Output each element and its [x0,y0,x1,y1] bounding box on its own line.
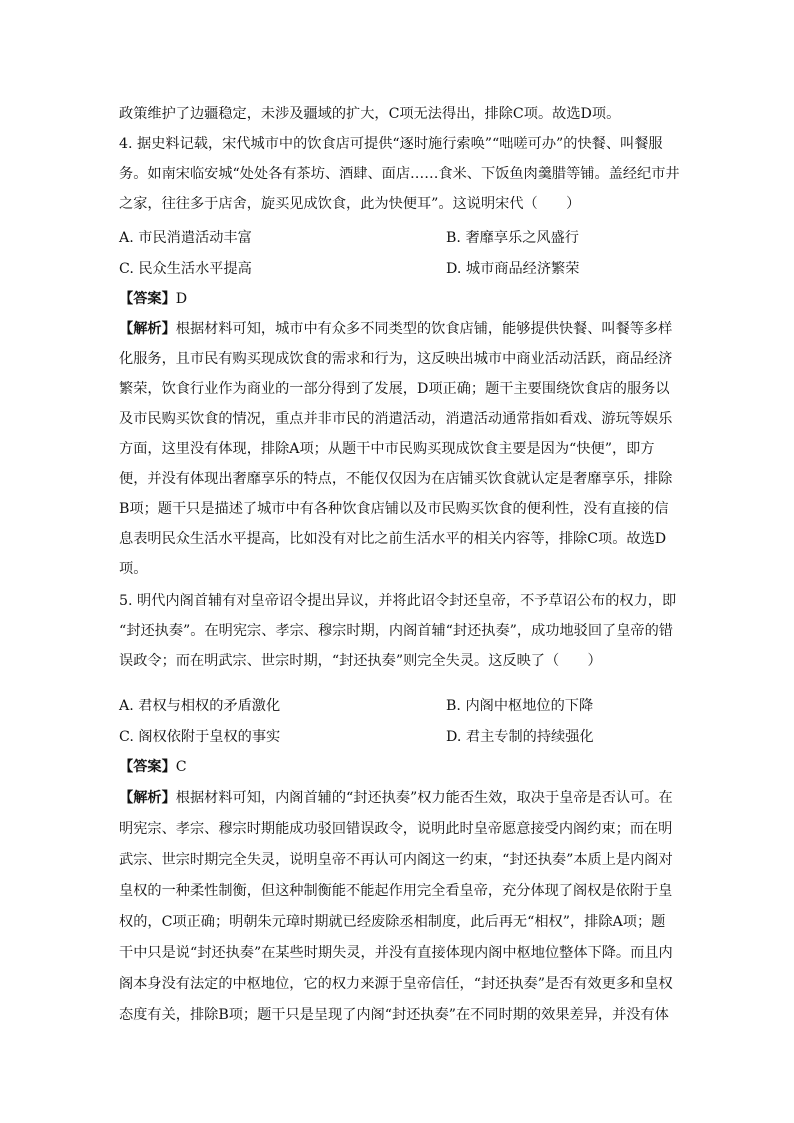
question-5-analysis-line: 态度有关，排除B项；题干只是呈现了内阁“封还执奏”在不同时期的效果差异，并没有体 [119,1007,669,1023]
question-4-analysis-line: B项；题干只是描述了城市中有各种饮食店铺以及市民购买饮食的便利性，没有直接的信 [119,501,669,517]
analysis-text: 根据材料可知，内阁首辅的“封还执奏”权力能否生效，取决于皇帝是否认可。在 [175,790,673,806]
question-4-analysis-line: 便，并没有体现出奢靡享乐的特点，不能仅仅因为在店铺买饮食就认定是奢靡享乐，排除 [119,471,673,487]
question-4-option-b: B. 奢靡享乐之风盛行 [446,230,579,246]
question-4-stem-line: 之家，往往多于店舍，旋买见成饮食，此为快便耳”。这说明宋代（ ） [119,196,581,212]
question-5-option-c: C. 阁权依附于皇权的事实 [119,729,281,745]
question-4-analysis-line: 方面，这里没有体现，排除A项；从题干中市民购买现成饮食主要是因为“快便”，即方 [119,441,655,457]
question-4-analysis-line: 项。 [119,561,148,577]
text-line: 政策维护了边疆稳定，未涉及疆域的扩大，C项无法得出，排除C项。故选D项。 [119,106,621,122]
analysis-tag: 【解析】 [119,321,176,337]
question-5-answer [119,757,187,777]
question-5-stem-line: 5. 明代内阁首辅有对皇帝诏令提出异议，并将此诏令封还皇帝，不予草诏公布的权力，即 [119,593,677,609]
question-4-option-a: A. 市民消遣活动丰富 [119,230,252,246]
question-4-analysis-line: 息表明民众生活水平提高，比如没有对比之前生活水平的相关内容等，排除C项。故选D [119,531,667,547]
question-4-stem-line: 4. 据史料记载，宋代城市中的饮食店可提供“逐时施行索唤”“咄嗟可办”的快餐、叫餐服 [119,136,663,152]
question-4-option-d: D. 城市商品经济繁荣 [446,261,580,277]
analysis-tag: 【解析】 [119,790,176,806]
question-5-option-a: A. 君权与相权的矛盾激化 [119,698,281,714]
question-5-analysis-line: 皇权的一种柔性制衡，但这种制衡能不能起作用完全看皇帝，充分体现了阁权是依附于皇 [119,883,673,899]
question-4-analysis-line: 繁荣，饮食行业作为商业的一部分得到了发展，D项正确；题干主要围绕饮食店的服务以 [119,381,670,397]
answer-tag: 【答案】 [119,291,176,307]
question-5-stem-line: “封还执奏”。在明宪宗、孝宗、穆宗时期，内阁首辅“封还执奏”，成功地驳回了皇帝的错 [119,623,673,639]
question-4-analysis-line [119,319,672,339]
question-4-answer [119,289,187,309]
question-5-analysis-line: 干中只是说“封还执奏”在某些时期失灵，并没有直接体现内阁中枢地位整体下降。而且内 [119,945,673,961]
question-4-option-c: C. 民众生活水平提高 [119,261,252,277]
question-5-analysis-line: 权的，C项正确；明朝朱元璋时期就已经废除丞相制度，此后再无“相权”，排除A项；题 [119,914,666,930]
question-4-analysis-line: 化服务，且市民有购买现成饮食的需求和行为，这反映出城市中商业活动活跃，商品经济 [119,351,673,367]
question-5-option-b: B. 内阁中枢地位的下降 [446,698,594,714]
answer-value: C [175,759,187,775]
answer-tag: 【答案】 [119,759,176,775]
question-5-analysis-line [119,788,673,808]
analysis-text: 根据材料可知，城市中有众多不同类型的饮食店铺，能够提供快餐、叫餐等多样 [175,321,673,337]
question-5-analysis-line: 阁本身没有法定的中枢地位，它的权力来源于皇帝信任，“封还执奏”是否有效更多和皇权 [119,976,673,992]
question-5-option-d: D. 君主专制的持续强化 [446,729,594,745]
question-5-analysis-line: 明宪宗、孝宗、穆宗时期能成功驳回错误政令，说明此时皇帝愿意接受内阁约束；而在明 [119,821,673,837]
answer-value: D [175,291,188,307]
question-5-stem-line: 误政令；而在明武宗、世宗时期，“封还执奏”则完全失灵。这反映了（ ） [119,653,602,669]
question-5-analysis-line: 武宗、世宗时期完全失灵，说明皇帝不再认可内阁这一约束，“封还执奏”本质上是内阁对 [119,852,673,868]
question-4-analysis-line: 及市民购买饮食的情况，重点并非市民的消遣活动，消遣活动通常指如看戏、游玩等娱乐 [119,411,673,427]
question-4-stem-line: 务。如南宋临安城“处处各有茶坊、酒肆、面店……食米、下饭鱼肉羹腊等铺。盖经纪市井 [119,166,680,182]
